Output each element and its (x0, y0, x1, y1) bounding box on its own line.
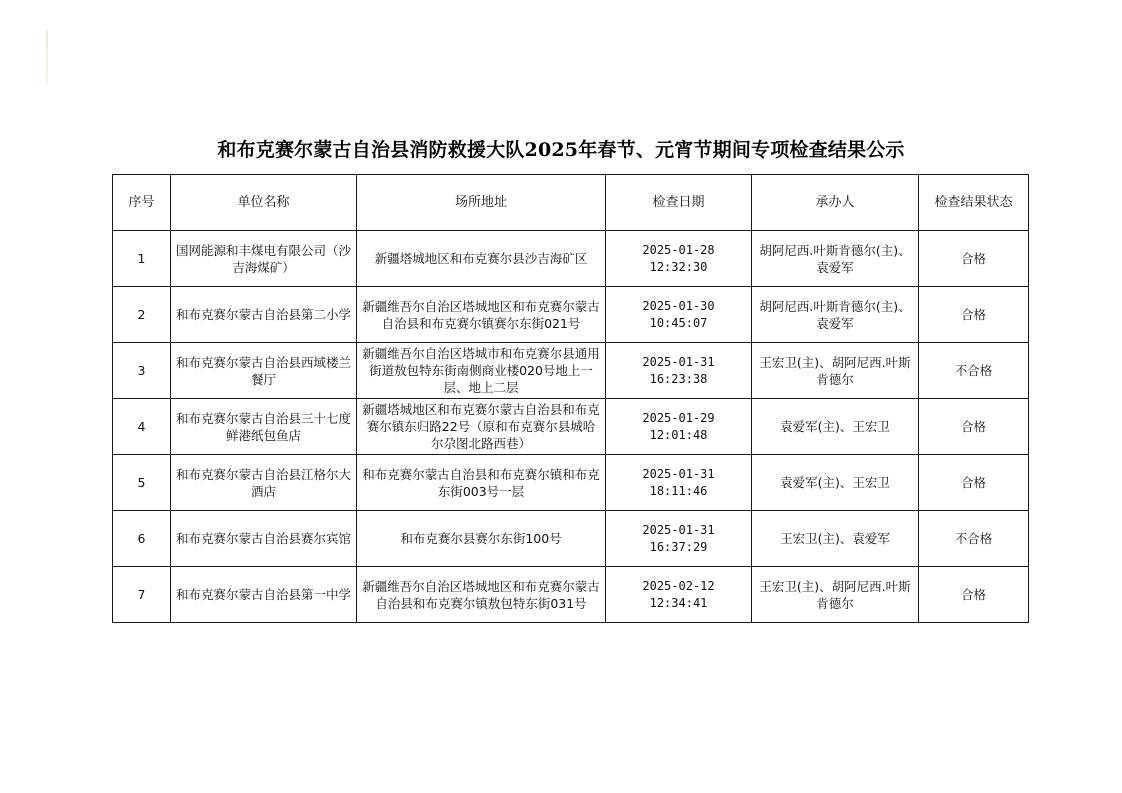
cell-seq: 2 (113, 287, 171, 343)
cell-inspection-date: 2025-01-30 10:45:07 (606, 287, 752, 343)
cell-inspection-date: 2025-01-31 18:11:46 (606, 455, 752, 511)
table-row (113, 231, 1029, 287)
cell-unit-name: 和布克赛尔蒙古自治县第二小学 (171, 287, 357, 343)
cell-unit-name: 和布克赛尔蒙古自治县赛尔宾馆 (171, 511, 357, 567)
cell-result-status: 合格 (919, 399, 1029, 455)
header-handler: 承办人 (752, 175, 919, 231)
cell-seq: 6 (113, 511, 171, 567)
table-row (113, 343, 1029, 399)
cell-result-status: 合格 (919, 287, 1029, 343)
cell-unit-name: 和布克赛尔蒙古自治县江格尔大酒店 (171, 455, 357, 511)
header-address: 场所地址 (357, 175, 606, 231)
cell-address: 新疆维吾尔自治区塔城地区和布克赛尔蒙古自治县和布克赛尔镇敖包特东街031号 (357, 567, 606, 623)
cell-inspection-date: 2025-01-31 16:23:38 (606, 343, 752, 399)
cell-handler: 胡阿尼西.叶斯肯德尔(主)、袁爱军 (752, 231, 919, 287)
cell-handler: 王宏卫(主)、胡阿尼西.叶斯肯德尔 (752, 567, 919, 623)
table-header-row (113, 175, 1029, 231)
cell-result-status: 不合格 (919, 343, 1029, 399)
cell-address: 新疆维吾尔自治区塔城地区和布克赛尔蒙古自治县和布克赛尔镇赛尔东街021号 (357, 287, 606, 343)
cell-result-status: 不合格 (919, 511, 1029, 567)
table-row (113, 455, 1029, 511)
cell-result-status: 合格 (919, 231, 1029, 287)
cell-seq: 7 (113, 567, 171, 623)
header-unit-name: 单位名称 (171, 175, 357, 231)
page-title: 和布克赛尔蒙古自治县消防救援大队2025年春节、元宵节期间专项检查结果公示 (217, 139, 905, 161)
inspection-results-table (112, 174, 1029, 623)
cell-address: 新疆塔城地区和布克赛尔蒙古自治县和布克赛尔镇东归路22号（原和布克赛尔县城哈尔尕图北路西巷） (357, 399, 606, 455)
cell-unit-name: 和布克赛尔蒙古自治县三十七度鲜港纸包鱼店 (171, 399, 357, 455)
cell-seq: 4 (113, 399, 171, 455)
cell-inspection-date: 2025-01-29 12:01:48 (606, 399, 752, 455)
header-result-status: 检查结果状态 (919, 175, 1029, 231)
cell-unit-name: 国网能源和丰煤电有限公司（沙吉海煤矿） (171, 231, 357, 287)
cell-handler: 袁爱军(主)、王宏卫 (752, 399, 919, 455)
cell-address: 和布克赛尔县赛尔东街100号 (357, 511, 606, 567)
table-row (113, 399, 1029, 455)
cell-handler: 袁爱军(主)、王宏卫 (752, 455, 919, 511)
cell-seq: 5 (113, 455, 171, 511)
table-row (113, 287, 1029, 343)
cell-address: 和布克赛尔蒙古自治县和布克赛尔镇和布克东街003号一层 (357, 455, 606, 511)
header-seq: 序号 (113, 175, 171, 231)
cell-handler: 王宏卫(主)、胡阿尼西.叶斯肯德尔 (752, 343, 919, 399)
table-row (113, 511, 1029, 567)
cell-address: 新疆维吾尔自治区塔城市和布克赛尔县通用街道敖包特东街南侧商业楼020号地上一层、地上二层 (357, 343, 606, 399)
cell-unit-name: 和布克赛尔蒙古自治县西域楼兰餐厅 (171, 343, 357, 399)
cell-result-status: 合格 (919, 455, 1029, 511)
cell-handler: 胡阿尼西.叶斯肯德尔(主)、袁爱军 (752, 287, 919, 343)
header-inspection-date: 检查日期 (606, 175, 752, 231)
cell-unit-name: 和布克赛尔蒙古自治县第一中学 (171, 567, 357, 623)
cell-inspection-date: 2025-02-12 12:34:41 (606, 567, 752, 623)
cell-handler: 王宏卫(主)、袁爱军 (752, 511, 919, 567)
cell-seq: 1 (113, 231, 171, 287)
table-row (113, 567, 1029, 623)
cell-inspection-date: 2025-01-31 16:37:29 (606, 511, 752, 567)
scan-margin-mark (46, 30, 48, 85)
cell-inspection-date: 2025-01-28 12:32:30 (606, 231, 752, 287)
cell-seq: 3 (113, 343, 171, 399)
cell-result-status: 合格 (919, 567, 1029, 623)
cell-address: 新疆塔城地区和布克赛尔县沙吉海矿区 (357, 231, 606, 287)
